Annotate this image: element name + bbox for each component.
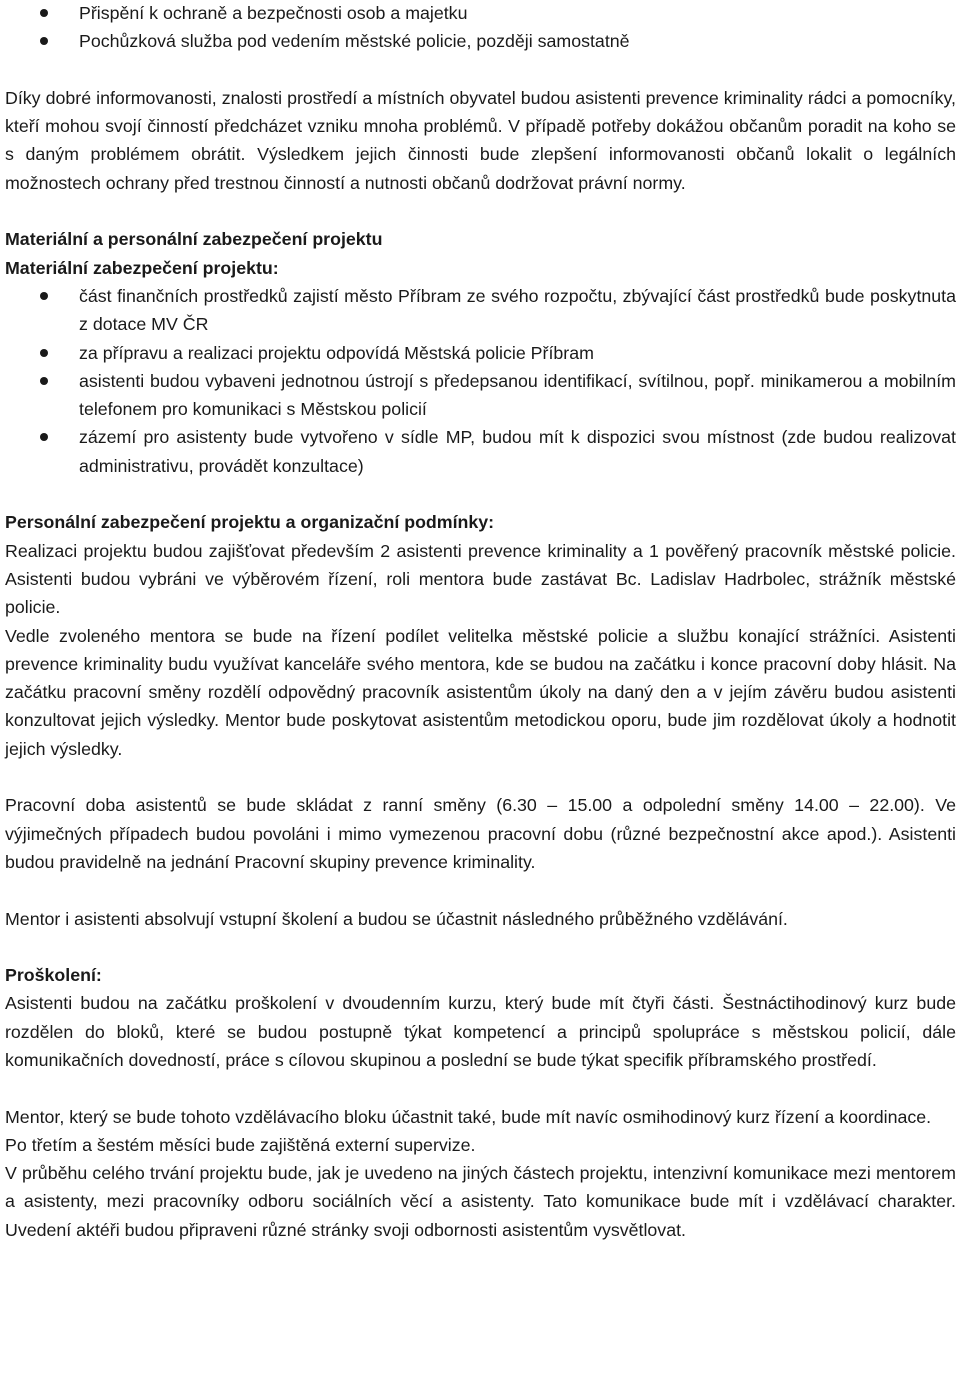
document-page — [5, 0, 956, 1244]
list-item: za přípravu a realizaci projektu odpovídá Městská policie Příbram — [5, 339, 956, 367]
paragraph-training-supervision: Po třetím a šestém měsíci bude zajištěná externí supervize. — [5, 1134, 476, 1155]
list-item: Přispění k ochraně a bezpečnosti osob a majetku — [5, 0, 956, 27]
paragraph-training-mentor: Mentor, který se bude tohoto vzdělávacího bloku účastnit také, bude mít navíc osmihodinový kurz řízení a koordinace. — [5, 1106, 932, 1127]
heading-training: Proškolení: — [5, 965, 102, 986]
paragraph-training-course: Asistenti budou na začátku proškolení v dvoudenním kurzu, který bude mít čtyři části. Šestnáctihodinový kurz bude rozdělen do bloků, které se budou postupně týkat kompetencí a principů spolupráce s městskou policií, dále komunikačních dovedností, práce s cílovou skupinou a poslední se bude týkat specifik příbramského prostředí. — [5, 993, 956, 1070]
paragraph-crime-prevention: Díky dobré informovanosti, znalosti prostředí a místních obyvatel budou asistenti prevence kriminality rádci a pomocníky, kteří mohou svojí činností předcházet vzniku mnoha problémů. V případě potřeby dokážou občanům poradit na koho se s daným problémem obrátit. Výsledkem jejich činnosti bude zlepšení informovanosti občanů lokalit o legálních možnostech ochrany před trestnou činností a nutnosti občanů dodržovat právní normy. — [5, 87, 956, 193]
paragraph-training-intro: Mentor i asistenti absolvují vstupní školení a budou se účastnit následného průběžného vzdělávání. — [5, 908, 788, 929]
list-item: asistenti budou vybaveni jednotnou ústrojí s předepsanou identifikací, svítilnou, popř. minikamerou a mobilním telefonem pro komunikaci s Městskou policií — [5, 367, 956, 424]
bullet-icon — [40, 292, 48, 300]
heading-material-personal: Materiální a personální zabezpečení projektu — [5, 229, 383, 250]
paragraph-training-communication: V průběhu celého trvání projektu bude, jak je uvedeno na jiných částech projektu, intenzivní komunikace mezi mentorem a asistenty, mezi pracovníky odboru sociálních věcí a asistenty. Tato komunikace bude mít i vzdělávací charakter. Uvedení aktéři budou připraveni různé stránky svoji odbornosti asistentům vysvětlovat. — [5, 1163, 956, 1240]
heading-material: Materiální zabezpečení projektu: — [5, 257, 279, 278]
heading-personal: Personální zabezpečení projektu a organizační podmínky: — [5, 512, 495, 533]
bullet-icon — [40, 377, 48, 385]
list-item: Pochůzková služba pod vedením městské policie, později samostatně — [5, 27, 956, 55]
bullet-icon — [40, 9, 48, 17]
paragraph-personal-staff: Realizaci projektu budou zajišťovat především 2 asistenti prevence kriminality a 1 pověřený pracovník městské policie. Asistenti budou vybráni ve výběrovém řízení, roli mentora bude zastávat Bc. Ladislav Hadrbolec, strážník městské policie. — [5, 540, 956, 618]
paragraph-working-time: Pracovní doba asistentů se bude skládat z ranní směny (6.30 – 15.00 a odpolední směny 14.00 – 22.00). Ve výjimečných případech budou povoláni i mimo vymezenou pracovní dobu (různé bezpečnostní akce apod.). Asistenti budou pravidelně na jednání Pracovní skupiny prevence kriminality. — [5, 795, 956, 872]
list-item: část finančních prostředků zajistí město Příbram ze svého rozpočtu, zbývající část prostředků bude poskytnuta z dotace MV ČR — [5, 282, 956, 339]
bullet-icon — [40, 349, 48, 357]
material-bullet-list — [5, 282, 956, 480]
list-item: zázemí pro asistenty bude vytvořeno v sídle MP, budou mít k dispozici svou místnost (zde budou realizovat administrativu, provádět konzultace) — [5, 423, 956, 480]
paragraph-personal-mentor: Vedle zvoleného mentora se bude na řízení podílet velitelka městské policie a službu konající strážníci. Asistenti prevence kriminality budu využívat kanceláře svého mentora, kde se budou na začátku i konce pracovní doby hlásit. Na začátku pracovní směny rozdělí odpovědný pracovník asistentům úkoly na daný den a v jejím závěru budou asistenti konzultovat jejich výsledky. Mentor bude poskytovat asistentům metodickou oporu, bude jim rozdělovat úkoly a hodnotit jejich výsledky. — [5, 625, 956, 759]
intro-bullet-list — [5, 0, 956, 56]
bullet-icon — [40, 37, 48, 45]
bullet-icon — [40, 433, 48, 441]
